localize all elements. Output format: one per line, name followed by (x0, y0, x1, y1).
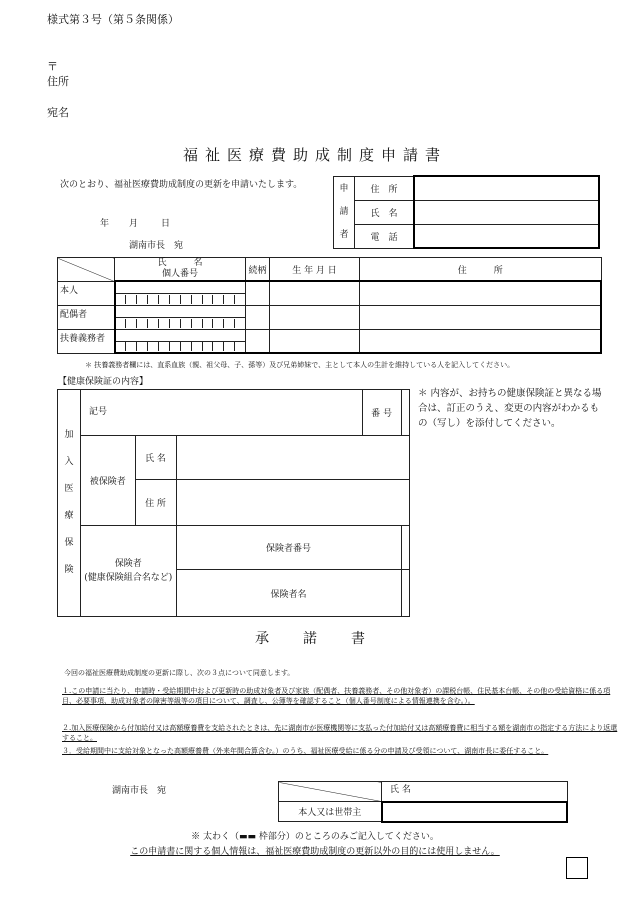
insurance-side-label: 加 入 医 療 保 険 (58, 390, 81, 617)
applicant-address-label: 住 所 (355, 176, 415, 200)
insurer-label: 保険者 (健康保険組合名など) (81, 526, 177, 617)
number-label: 番 号 (362, 390, 401, 436)
self-relation-field[interactable] (246, 281, 270, 305)
applicant-phone-label: 電 話 (355, 224, 415, 248)
insurance-table (57, 389, 410, 617)
applicant-name-label: 氏 名 (355, 200, 415, 224)
row-label-dependent: 扶養義務者 (58, 329, 115, 353)
number-field[interactable] (401, 390, 409, 436)
applicant-group-label: 申 請 者 (334, 176, 355, 248)
consent-item-3: ３．受給期間中に支給対象となった高額療養費（外来年間合算含む。）のうち、福祉医療受給に係る分の申請及び受領について、湖南市長に委任すること。 (62, 747, 549, 755)
dependent-id-field[interactable] (115, 341, 246, 353)
self-birth-field[interactable] (270, 281, 360, 305)
dependent-address-field[interactable] (360, 329, 602, 353)
self-address-field[interactable] (360, 281, 602, 305)
page-title: 福祉医療費助成制度申請書 (182, 146, 447, 164)
spouse-address-field[interactable] (360, 305, 602, 329)
dependent-relation-field[interactable] (246, 329, 270, 353)
insurer-name-label: 保険者名 (176, 570, 401, 617)
dependent-birth-field[interactable] (270, 329, 360, 353)
insurance-section-title: 【健康保険証の内容】 (58, 377, 149, 387)
address-label: 住所 (47, 75, 69, 88)
row-label-self: 本人 (58, 281, 115, 305)
check-box[interactable] (566, 857, 588, 879)
header-birth: 生 年 月 日 (270, 258, 360, 282)
header-relation: 続柄 (246, 258, 270, 282)
insured-name-field[interactable] (176, 436, 410, 480)
recipient-label: 宛名 (47, 106, 69, 119)
persons-table (57, 257, 602, 354)
insured-address-field[interactable] (176, 480, 410, 526)
intro-text: 次のとおり、福祉医療費助成制度の更新を申請いたします。 (60, 180, 303, 190)
applicant-name-field[interactable] (414, 200, 599, 224)
signer-name-label: 氏 名 (382, 782, 568, 802)
applicant-address-field[interactable] (414, 176, 599, 200)
postal-mark: 〒 (47, 60, 58, 73)
insured-label: 被保険者 (81, 436, 136, 526)
insurer-name-field[interactable] (401, 570, 409, 617)
consent-intro: 今回の福祉医療費助成制度の更新に際し、次の３点について同意します。 (64, 669, 295, 677)
insured-address-label: 住 所 (135, 480, 176, 526)
diagonal-cell (58, 258, 115, 282)
self-id-field[interactable] (115, 293, 246, 305)
signer-label: 本人又は世帯主 (279, 802, 382, 822)
form-number: 様式第３号（第５条関係） (47, 13, 179, 26)
symbol-field[interactable] (135, 390, 362, 436)
dependent-name-field[interactable] (115, 329, 246, 341)
applicant-phone-field[interactable] (414, 224, 599, 248)
spouse-id-field[interactable] (115, 317, 246, 329)
footer-note-1: ※ 太わく（▬▬ 枠部分）のところのみご記入してください。 (191, 832, 439, 842)
consent-title: 承 諾 書 (255, 631, 375, 647)
insurance-note: ＊ 内容が、お持ちの健康保険証と異なる場合は、訂正のうえ、変更の内容がわかるもの（写し）を添付してください。 (418, 388, 602, 429)
consent-addressee: 湖南市長 宛 (112, 786, 167, 796)
applicant-table (333, 175, 600, 249)
consent-item-2: ２.加入医療保険から付加給付又は高額療養費を支給されたときは、先に湖南市が医療機関等に支払った付加給付又は高額療養費に相当する額を湖南市の指定する方法により返還すること。 (62, 724, 618, 742)
header-address: 住 所 (360, 258, 602, 282)
signer-table (278, 781, 568, 823)
date-day: 日 (161, 219, 171, 229)
date-year: 年 (100, 219, 110, 229)
insurer-no-field[interactable] (401, 526, 409, 570)
consent-item-1: １.この申請に当たり、申請時・受給期間中および更新時の助成対象者及び家族（配偶者、扶養義務者、その他対象者）の課税台帳、住民基本台帳、その他の受給資格に係る項目、必要事項、助成対象者の障害等級等の項目について、調査し、公簿等を確認すること（個人番号制度による情報連携を含む。）。 (62, 687, 611, 705)
signer-diagonal (279, 782, 382, 802)
symbol-label: 記号 (81, 390, 136, 436)
signer-name-field[interactable] (382, 802, 568, 822)
spouse-relation-field[interactable] (246, 305, 270, 329)
addressee: 湖南市長 宛 (129, 241, 184, 251)
insured-name-label: 氏 名 (135, 436, 176, 480)
spouse-name-field[interactable] (115, 305, 246, 317)
footer-note-2: この申請書に関する個人情報は、福祉医療費助成制度の更新以外の目的には使用しません。 (130, 847, 500, 857)
header-name: 氏 名 個人番号 (115, 258, 246, 282)
date-month: 月 (129, 219, 139, 229)
dependents-note: ＊ 扶養義務者欄には、直系血族（親、祖父母、子、孫等）及び兄弟姉妹で、主として本人の生計を維持している人を記入してください。 (85, 361, 515, 369)
insurer-no-label: 保険者番号 (176, 526, 401, 570)
spouse-birth-field[interactable] (270, 305, 360, 329)
row-label-spouse: 配偶者 (58, 305, 115, 329)
self-name-field[interactable] (115, 281, 246, 293)
